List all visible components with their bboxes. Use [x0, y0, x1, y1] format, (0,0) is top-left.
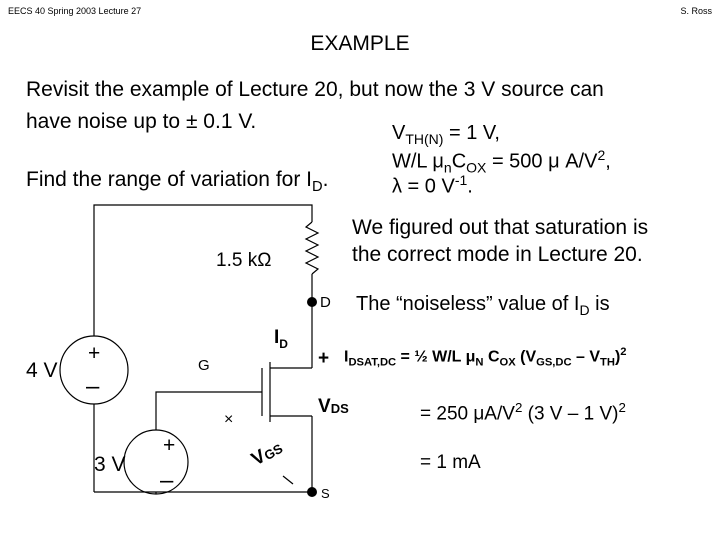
wire-top — [94, 205, 312, 336]
source-3v-circle — [124, 430, 188, 494]
vds-label: VDS — [318, 396, 349, 417]
source-label: S — [321, 486, 330, 501]
src4-plus: + — [88, 342, 101, 365]
idsat-equation: $I_{DSAT,DC}$ = ½ W/L $\mu_N$ $C_{OX}$ $(V_{GS,DC} - V_{TH})^2$ — [344, 346, 627, 369]
param-lambda: λ = 0 $V^{-1}$. — [392, 172, 473, 198]
saturation-note: We figured out that saturation is the correct mode in Lecture 20. — [352, 216, 649, 266]
id-label: $I_D$ — [274, 327, 288, 351]
param-process: W/L $\mu_nC_{OX} = 500$ μ $A/V^2$, — [392, 147, 611, 176]
vgs-label: VGS — [248, 440, 286, 471]
header-author: S. Ross — [680, 6, 712, 16]
header-course: EECS 40 Spring 2003 Lecture 27 — [8, 6, 142, 16]
problem-line-1: Revisit the example of Lecture 20, but now the 3 V source can — [26, 78, 604, 101]
wire-gate — [156, 392, 262, 430]
slide-title: EXAMPLE — [310, 32, 410, 55]
source-node — [307, 487, 317, 497]
idsat-substitution: = 250 $\mu A/V^2$ (3 V – 1 V)$^2$ — [420, 400, 626, 425]
find-range-text: Find the range of variation for $I_D$. — [26, 168, 329, 196]
noiseless-text: The “noiseless” value of $I_D$ is — [356, 293, 610, 318]
drain-node — [307, 297, 317, 307]
src3-minus: – — [160, 467, 174, 494]
src3-plus: + — [163, 434, 176, 457]
gate-label: G — [198, 357, 210, 374]
vgs-minus-line — [283, 476, 293, 484]
src3-label: 3 V — [94, 453, 126, 476]
vds-plus: + — [318, 348, 330, 369]
drain-label: D — [320, 294, 331, 311]
src4-label: 4 V — [26, 359, 58, 382]
resistor-zigzag — [306, 222, 318, 274]
param-vth: $V_{TH(N)} = 1$ V, — [392, 122, 500, 147]
src4-minus: – — [86, 373, 100, 400]
problem-line-2: have noise up to ± 0.1 V. — [26, 110, 257, 133]
gate-cross-mark: × — [224, 411, 234, 428]
idsat-result: = 1 mA — [420, 452, 481, 473]
resistor-label: 1.5 kΩ — [216, 250, 272, 271]
